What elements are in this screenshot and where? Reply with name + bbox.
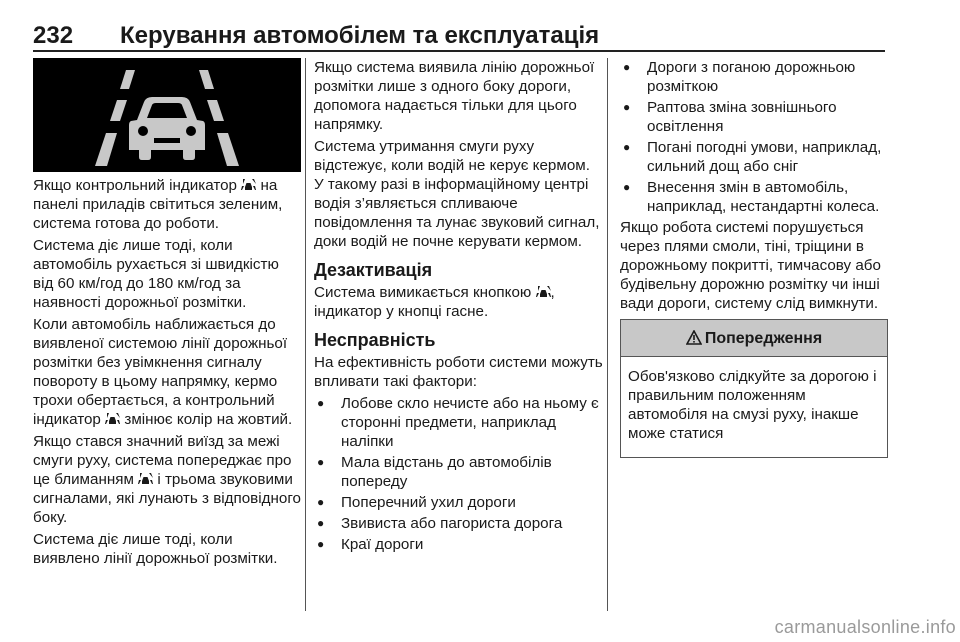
list-item: ● Поперечний ухил дороги: [314, 493, 603, 512]
deactivation-paragraph: Система вимикається кнопкою , індикатор у кнопці гасне.: [314, 284, 555, 320]
disable-advice-paragraph: Якщо робота системі порушується через плями смоли, тіні, тріщини в дорожньому покритті, тимчасову або будівельну дорожню розмітку чи інші вади дороги, систему слід вимкнути.: [620, 219, 881, 312]
page-header: [33, 22, 885, 52]
lane-keep-indicator-icon: [105, 412, 120, 425]
page-title: Керування автомобілем та експлуатація: [120, 22, 600, 49]
one-side-paragraph: Якщо система виявила лінію дорожньої розмітки лише з одного боку дороги, допомога надається тільки для цього напрямку.: [314, 59, 595, 133]
column-2: [314, 58, 603, 556]
factors-intro: На ефективність роботи системи можуть впливати такі фактори:: [314, 354, 603, 390]
hands-off-paragraph: Система утримання смуги руху відстежує, коли водій не керує кермом. У такому разі в інформаційному центрі водія з’являється спливаюче повідомлення та лунає звуковий сигнал, доки водій не почне керувати кермом.: [314, 138, 600, 250]
warning-box: [620, 319, 888, 458]
warning-body: Обов'язково слідкуйте за дорогою і правильним положенням автомобіля на смузі руху, інакше може статися: [628, 368, 877, 442]
list-item: ● Краї дороги: [314, 535, 603, 554]
list-item: ● Мала відстань до автомобілів попереду: [314, 453, 603, 491]
lane-keep-figure: [33, 58, 301, 172]
departure-paragraph: Якщо стався значний виїзд за межі смуги руху, система попереджає про це блиманням і трьома звуковими сигналами, які лунають з відповідного боку.: [33, 433, 301, 526]
markings-paragraph: Система діє лише тоді, коли виявлено лінії дорожньої розмітки.: [33, 531, 278, 567]
lane-keep-indicator-icon: [241, 178, 256, 191]
column-1: [33, 58, 301, 571]
column-divider-1: [305, 58, 306, 611]
warning-title: Попередження: [704, 330, 823, 347]
list-item: ● Звивиста або пагориста дорога: [314, 514, 603, 533]
column-divider-2: [607, 58, 608, 611]
watermark: carmanualsonline.info: [774, 617, 956, 637]
list-item: ● Раптова зміна зовнішнього освітлення: [620, 98, 888, 136]
indicator-paragraph: Якщо контрольний індикатор на панелі приладів світиться зеленим, система готова до роботи.: [33, 177, 283, 232]
list-item: ● Погані погодні умови, наприклад, сильний дощ або сніг: [620, 138, 888, 176]
operation-paragraph: Система діє лише тоді, коли автомобіль рухається зі швидкістю від 60 км/год до 180 км/год за наявності дорожньої розмітки.: [33, 237, 279, 311]
fault-heading: Несправність: [314, 330, 436, 350]
factors-list-continued: [620, 58, 888, 216]
column-3: [620, 58, 888, 458]
list-item: ● Внесення змін в автомобіль, наприклад, нестандартні колеса.: [620, 178, 888, 216]
warning-triangle-icon: [686, 330, 702, 345]
list-item: ● Лобове скло нечисте або на ньому є сторонні предмети, наприклад наліпки: [314, 394, 603, 451]
factors-list: [314, 394, 603, 554]
list-item: ● Дороги з поганою дорожньою розміткою: [620, 58, 888, 96]
approach-paragraph: Коли автомобіль наближається до виявленої системою лінії дорожньої розмітки без увімкнення сигналу повороту в цьому напрямку, кермо трохи обертається, а контрольний індикатор змінює колір на жовтий.: [33, 316, 293, 428]
lane-keep-indicator-icon: [138, 472, 153, 485]
page-number: 232: [33, 22, 74, 49]
lane-keep-indicator-icon: [536, 285, 551, 298]
warning-header: [621, 320, 887, 357]
deactivation-heading: Дезактивація: [314, 260, 433, 280]
lane-keep-assist-icon: [33, 58, 301, 172]
